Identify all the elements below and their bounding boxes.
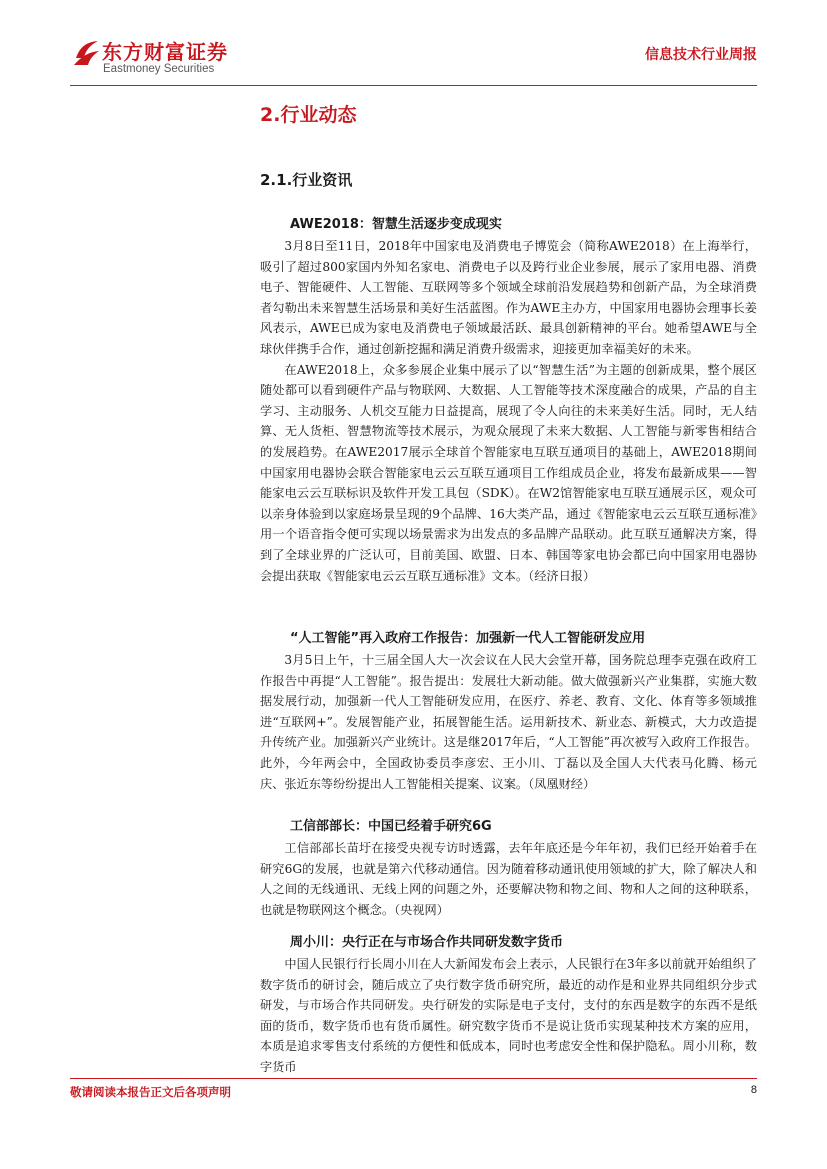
logo-chinese-name: 东方财富证券 [102,40,228,64]
article-title: AWE2018：智慧生活逐步变成现实 [290,217,502,232]
article-paragraph: 3月8日至11日，2018年中国家电及消费电子博览会（简称AWE2018）在上海举行，吸引了超过800家国内外知名家电、消费电子以及跨行业企业参展，展示了家用电器、消费电子、智能硬件、人工智能、互联网等多个领域全球前沿发展趋势和创新产品，为全球消费者勾勒出未来智慧生活场景和美好生活蓝图。作为AWE主办方，中国家用电器协会理事长姜风表示，AWE已成为家电及消费电子领域最活跃、最具创新精神的平台。她希望AWE与全球伙伴携手合作，通过创新挖掘和满足消费升级需求，迎接更加幸福美好的未来。 [260,239,757,356]
header-divider [70,85,757,86]
article-title: 周小川：央行正在与市场合作共同研发数字货币 [290,935,564,950]
company-logo [72,36,242,82]
disclaimer-text: 敬请阅读本报告正文后各项声明 [70,1085,231,1099]
article-paragraph: 在AWE2018上，众多参展企业集中展示了以“智慧生活”为主题的创新成果，整个展区随处都可以看到硬件产品与物联网、大数据、人工智能等技术深度融合的成果，产品的自主学习、主动服务、人机交互能力日益提高，展现了令人向往的未来美好生活。同时，无人结算、无人货柜、智慧物流等技术展示，为观众展现了未来大数据、人工智能与新零售相结合的发展趋势。在AWE2017展示全球首个智能家电互联互通项目的基础上，AWE2018期间中国家用电器协会联合智能家电云云互联互通项目工作组成员企业，将发布最新成果——智能家电云云互联标识及软件开发工具包（SDK）。在W2馆智能家电互联互通展示区，观众可以亲身体验到以家庭场景呈现的9个品牌、16大类产品，通过《智能家电云云互联互通标准》用一个语音指令便可实现以场景需求为出发点的多品牌产品联动。此互联互通解决方案，得到了全球业界的广泛认可，目前美国、欧盟、日本、韩国等家电协会都已向中国家用电器协会提出获取《智能家电云云互联互通标准》文本。（经济日报） [260,362,757,583]
page-header [0,0,827,92]
footer-divider [70,1078,757,1079]
report-type-label: 信息技术行业周报 [645,47,757,63]
page-number: 8 [750,1084,757,1096]
subsection-title: 2.1.行业资讯 [260,171,353,189]
section-title: 2.行业动态 [260,104,357,126]
article-paragraph: 工信部部长苗圩在接受央视专访时透露，去年年底还是今年年初，我们已经开始着手在研究6G的发展，也就是第六代移动通信。因为随着移动通讯使用领域的扩大，除了解决人和人之间的无线通讯、无线上网的问题之外，还要解决物和物之间、物和人之间的这种联系，也就是物联网这个概念。（央视网） [260,841,757,917]
article-paragraph: 中国人民银行行长周小川在人大新闻发布会上表示，人民银行在3年多以前就开始组织了数字货币的研讨会，随后成立了央行数字货币研究所，最近的动作是和业界共同组织分步式研发，与市场合作共同研发。央行研发的实际是电子支付，支付的东西是数字的东西不是纸面的货币，数字货币也有货币属性。研究数字货币不是说让货币实现某种技术方案的应用，本质是追求零售支付系统的方便性和低成本，同时也考虑安全性和保护隐私。周小川称，数字货币 [260,957,757,1074]
news-article [260,815,757,920]
eastmoney-logo-icon [72,38,100,68]
article-paragraph: 3月5日上午，十三届全国人大一次会议在人民大会堂开幕，国务院总理李克强在政府工作报告中再提“人工智能”。报告提出：发展壮大新动能。做大做强新兴产业集群，实施大数据发展行动，加强新一代人工智能研发应用，在医疗、养老、教育、文化、体育等多领域推进“互联网+”。发展智能产业，拓展智能生活。运用新技术、新业态、新模式，大力改造提升传统产业。加强新兴产业统计。这是继2017年后，“人工智能”再次被写入政府工作报告。此外，今年两会中，全国政协委员李彦宏、王小川、丁磊以及全国人大代表马化腾、杨元庆、张近东等纷纷提出人工智能相关提案、议案。（凤凰财经） [260,653,757,791]
article-title: 工信部部长：中国已经着手研究6G [290,819,492,834]
news-article [260,627,757,794]
logo-english-name: Eastmoney Securities [103,63,215,75]
news-article [260,931,757,1078]
article-title: “人工智能”再入政府工作报告：加强新一代人工智能研发应用 [290,631,646,646]
news-article [260,213,757,586]
